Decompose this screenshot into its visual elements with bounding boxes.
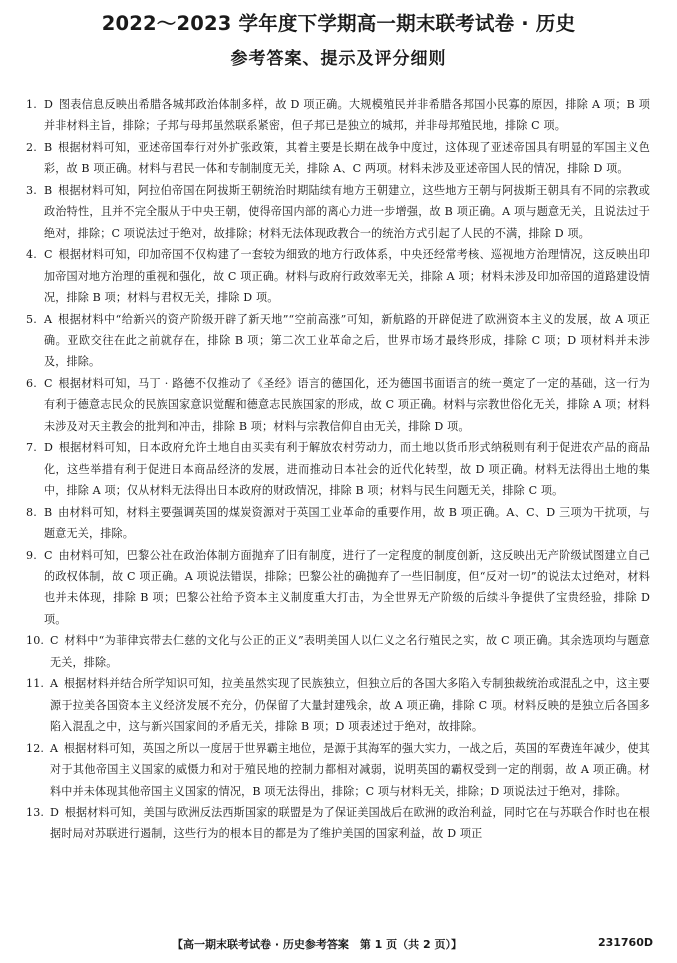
explanation-text: 根据材料可知，美国与欧洲反法西斯国家的联盟是为了保证美国战后在欧洲的政治利益，同时它在与苏联合作时也在根据时局对苏联进行遏制，这些行为的根本目的都是为了维护美国的国家利益，故 D 项正 [50, 805, 650, 841]
explanation-text: 根据材料可知，英国之所以一度居于世界霸主地位，是源于其海军的强大实力，一战之后，英国的军费连年减少，使其对于其他帝国主义国家的威慑力和对于殖民地的控制力都相对减弱，说明英国的霸权受到一定的削弱，故 A 项正确。材料中并未体现其他帝国主义国家的情况，B 项无法得出，排除；C 项与材料无关，排除；D 项说法过于绝对，排除。 [50, 741, 650, 798]
explanation-text: 根据材料并结合所学知识可知，拉美虽然实现了民族独立，但独立后的各国大多陷入专制独裁统治或混乱之中，这主要源于拉美各国资本主义经济发展不充分，仍保留了大量封建残余，故 A 项正确，排除 C 项。材料反映的是独立后各国多陷入混乱之中，这与新兴国家间的矛盾无关，排除 B 项；D 项表述过于绝对，故排除。 [50, 677, 650, 734]
footer-exam-code: 231760D [597, 936, 653, 949]
answer-item [26, 180, 650, 244]
answer-item [26, 545, 650, 631]
answer-explanation [50, 630, 650, 673]
answer-explanation [44, 94, 650, 137]
explanation-text: 根据材料可知，印加帝国不仅构建了一套较为细致的地方行政体系，中央还经常考核、巡视地方治理情况，这反映出印加帝国对地方治理的重视和强化，故 C 项正确。材料与政府行政效率无关，排除 A 项；材料未涉及印加帝国的道路建设情况，排除 B 项；材料与君权无关，排除 D 项。 [44, 248, 650, 305]
answer-letter: C [44, 248, 53, 262]
answer-explanation [44, 309, 650, 373]
page-subtitle: 参考答案、提示及评分细则 [230, 49, 447, 69]
answer-item [26, 738, 650, 802]
explanation-text: 根据材料可知，日本政府允许土地自由买卖有利于解放农村劳动力，而土地以货币形式纳税则有利于促进农产品的商品化，这些举措有利于促进日本商品经济的发展，进而推动日本社会的近代化转型，故 D 项正确。材料无法得出土地的集中，排除 A 项；仅从材料无法得出日本政府的财政情况，排除 B 项；材料与民生问题无关，排除 C 项。 [44, 441, 650, 498]
answer-letter: B [44, 183, 53, 197]
answer-letter: B [44, 140, 53, 154]
question-number: 8. [26, 505, 37, 519]
question-number: 12. [26, 741, 45, 755]
question-number: 1. [26, 98, 37, 111]
answer-item [26, 137, 650, 180]
question-number: 2. [26, 140, 37, 154]
question-number: 3. [26, 183, 37, 197]
question-number: 10. [26, 634, 45, 648]
answer-item [26, 630, 650, 673]
explanation-text: 材料中“为菲律宾带去仁慈的文化与公正的正义”表明美国人以仁义之名行殖民之实，故 C 项正确。其余选项均与题意无关，排除。 [50, 634, 650, 669]
answer-item [26, 244, 650, 308]
answer-explanation [44, 373, 650, 437]
answer-letter: C [50, 634, 59, 648]
answer-letter: D [44, 441, 54, 455]
question-number: 9. [26, 548, 37, 562]
answer-item [26, 373, 650, 437]
page-title: 2022～2023 学年度下学期高一期末联考试卷 · 历史 [101, 12, 576, 35]
explanation-text: 由材料可知，材料主要强调英国的煤炭资源对于英国工业革命的重要作用，故 B 项正确。A、C、D 三项为干扰项，与题意无关，排除。 [44, 505, 650, 541]
answer-letter: A [50, 741, 59, 755]
answer-item [26, 437, 650, 501]
question-number: 7. [26, 441, 37, 455]
explanation-text: 根据材料可知，亚述帝国奉行对外扩张政策，其着主要是长期在战争中度过，这体现了亚述帝国具有明显的军国主义色彩，故 B 项正确。材料与君民一体和专制制度无关，排除 A、C 两项。材料未涉及亚述帝国人民的情况，排除 D 项。 [44, 140, 650, 176]
answer-letter: B [44, 505, 53, 519]
question-number: 11. [26, 677, 45, 691]
answer-explanation [50, 673, 650, 737]
answer-explanation [44, 137, 650, 180]
explanation-text: 根据材料中“给新兴的资产阶级开辟了新天地”“空前高涨”可知，新航路的开辟促进了欧洲资本主义的发展，故 A 项正确。亚欧交往在此之前就存在，排除 B 项；第二次工业革命之后，世界市场才最终形成，排除 C 项；D 项材料并未涉及，排除。 [44, 312, 650, 369]
answer-list [26, 94, 650, 845]
answer-letter: D [50, 805, 60, 819]
answer-letter: A [44, 312, 53, 326]
answer-item [26, 502, 650, 545]
explanation-text: 图表信息反映出希腊各城邦政治体制多样，故 D 项正确。大规模殖民并非希腊各邦国小民寡的原因，排除 A 项；B 项并非材料主旨，排除；子邦与母邦虽然联系紧密，但子邦已是独立的城邦，并非母邦殖民地，排除 C 项。 [44, 98, 650, 133]
answer-item [26, 802, 650, 845]
answer-letter: C [44, 548, 53, 562]
answer-item [26, 309, 650, 373]
question-number: 13. [26, 805, 45, 819]
answer-item [26, 94, 650, 137]
answer-letter: A [50, 677, 59, 691]
explanation-text: 由材料可知，巴黎公社在政治体制方面抛弃了旧有制度，进行了一定程度的制度创新，这反映出无产阶级试图建立自己的政权体制，故 C 项正确。A 项说法错误，排除；巴黎公社的确抛弃了一些旧制度，但“反对一切”的说法太过绝对，材料也并未体现，排除 B 项；巴黎公社给予资本主义制度重大打击，为全世界无产阶级的后续斗争提供了宝贵经验，排除 D 项。 [44, 548, 650, 626]
answer-item [26, 673, 650, 737]
page-footer [0, 934, 677, 954]
answer-explanation [50, 802, 650, 845]
explanation-text: 根据材料可知，阿拉伯帝国在阿拔斯王朝统治时期陆续有地方王朝建立，这些地方王朝与阿拔斯王朝具有不同的宗教或政治特性，且并不完全服从于中央王朝，使得帝国内部的离心力进一步增强，故 B 项正确。A 项与题意无关，且说法过于绝对，排除；C 项说法过于绝对，故排除；材料无法体现政教合一的统治方式引起了人民的不满，排除 D 项。 [44, 183, 650, 240]
answer-explanation [44, 437, 650, 501]
footer-page-info: 【高一期末联考试卷 · 历史参考答案 第 1 页（共 2 页）】 [172, 938, 462, 951]
answer-letter: C [44, 376, 53, 390]
answer-explanation [44, 244, 650, 308]
explanation-text: 根据材料可知，马丁 · 路德不仅推动了《圣经》语言的德国化，还为德国书面语言的统一奠定了一定的基础，这一行为有利于德意志民众的民族国家意识觉醒和德意志民族国家的形成，故 C 项正确。材料与宗教世俗化无关，排除 A 项；材料未涉及对天主教会的批判和冲击，排除 B 项；材料与宗教信仰自由无关，排除 D 项。 [44, 376, 650, 433]
question-number: 5. [26, 312, 37, 326]
question-number: 6. [26, 376, 37, 390]
answer-explanation [50, 738, 650, 802]
answer-explanation [44, 545, 650, 631]
answer-explanation [44, 502, 650, 545]
answer-explanation [44, 180, 650, 244]
question-number: 4. [26, 248, 37, 262]
answer-letter: D [44, 98, 54, 111]
